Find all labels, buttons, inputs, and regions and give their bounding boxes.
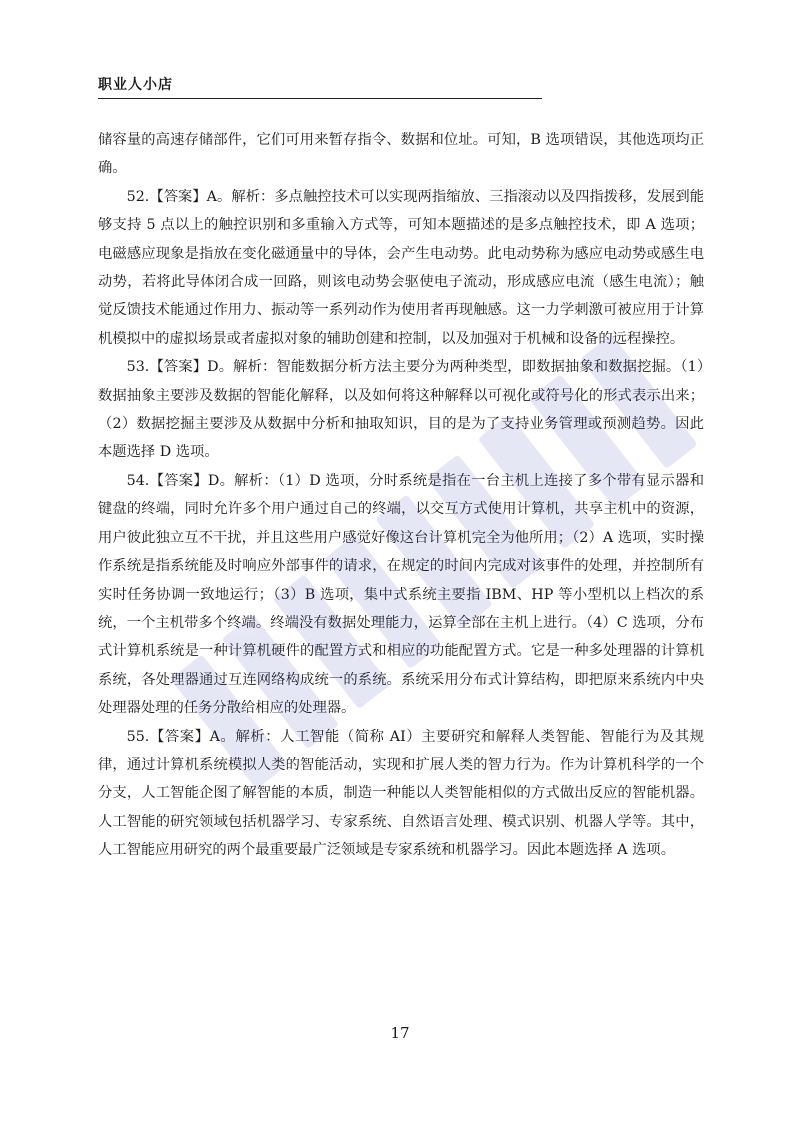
answer-item-52: [98, 183, 704, 353]
page-number: 17: [390, 1024, 410, 1042]
answer-text: 【答案】A。解析：多点触控技术可以实现两指缩放、三指滚动以及四指拨移，发展到能够支持 5 点以上的触控识别和多重输入方式等，可知本题描述的是多点触控技术，即 A 选项；电磁感应现象是指放在变化磁通量中的导体，会产生电动势。此电动势称为感应电动势或感生电动势，若将此导体闭合成一回路，则该电动势会驱使电子流动，形成感应电流（感生电流）；触觉反馈技术能通过作用力、振动等一系列动作为使用者再现触感。这一力学刺激可被应用于计算机模拟中的虚拟场景或者虚拟对象的辅助创建和控制，以及加强对于机械和设备的远程操控。: [98, 188, 704, 347]
question-number: 54.: [126, 472, 150, 489]
answer-text: 【答案】D。解析：智能数据分析方法主要分为两种类型，即数据抽象和数据挖掘。（1）数据抽象主要涉及数据的智能化解释，以及如何将这种解释以可视化或符号化的形式表示出来；（2）数据挖掘主要涉及从数据中分析和抽取知识，目的是为了支持业务管理或预测趋势。因此本题选择 D 选项。: [98, 359, 704, 461]
question-number: 53.: [126, 359, 150, 376]
answer-text: 【答案】D。解析：（1）D 选项，分时系统是指在一台主机上连接了多个带有显示器和键盘的终端，同时允许多个用户通过自己的终端，以交互方式使用计算机，共享主机中的资源，用户彼此独立互不干扰，并且这些用户感觉好像这台计算机完全为他所用；（2）A 选项，实时操作系统是指系统能及时响应外部事件的请求，在规定的时间内完成对该事件的处理，并控制所有实时任务协调一致地运行；（3）B 选项，集中式系统主要指 IBM、HP 等小型机以上档次的系统，一个主机带多个终端。终端没有数据处理能力，运算全部在主机上进行。（4）C 选项，分布式计算机系统是一种计算机硬件的配置方式和相应的功能配置方式。它是一种多处理器的计算机系统，各处理器通过互连网络构成统一的系统。系统采用分布式计算结构，即把原来系统内中央处理器处理的任务分散给相应的处理器。: [98, 472, 704, 717]
answer-explanations: [98, 126, 704, 865]
running-header-title: 职业人小店: [98, 77, 173, 93]
paragraph-text: 储容量的高速存储部件，它们可用来暂存指令、数据和位址。可知，B 选项错误，其他选项均正确。: [98, 132, 704, 177]
header-divider: [98, 98, 542, 99]
question-number: 55.: [126, 728, 150, 745]
answer-item-55: [98, 723, 704, 865]
answer-text: 【答案】A。解析：人工智能（简称 AI）主要研究和解释人类智能、智能行为及其规律，通过计算机系统模拟人类的智能活动，实现和扩展人类的智力行为。作为计算机科学的一个分支，人工智能企图了解智能的本质，制造一种能以人类智能相似的方式做出反应的智能机器。人工智能的研究领域包括机器学习、专家系统、自然语言处理、模式识别、机器人学等。其中，人工智能应用研究的两个最重要最广泛领域是专家系统和机器学习。因此本题选择 A 选项。: [98, 728, 704, 859]
answer-item-53: [98, 353, 704, 467]
answer-item-54: [98, 467, 704, 723]
question-number: 52.: [126, 188, 150, 205]
continued-paragraph: [98, 126, 704, 183]
